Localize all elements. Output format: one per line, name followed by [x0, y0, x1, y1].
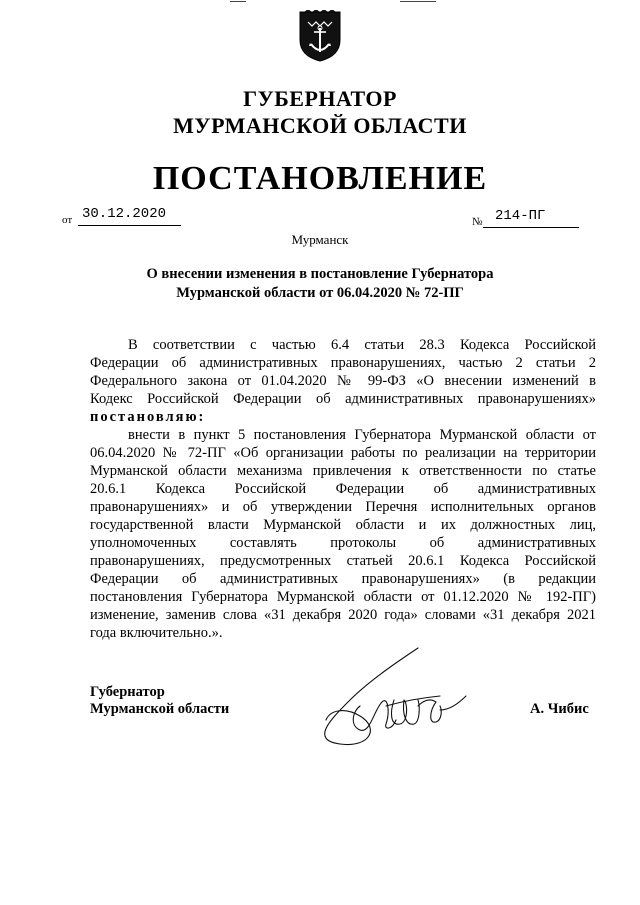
scan-mark: [400, 1, 436, 2]
subject-line2: Мурманской области от 06.04.2020 № 72-ПГ: [176, 285, 464, 301]
main-line: правонарушениях, предусмотренных статьей 20.6.1 Кодекса Российской: [90, 553, 596, 569]
issuer-title-line1: ГУБЕРНАТОР: [243, 86, 397, 111]
subject-line1: О внесении изменения в постановление Губернатора: [146, 266, 494, 282]
preamble-line: Федерального закона от 01.04.2020 № 99-ФЗ «О внесении изменений в: [90, 373, 596, 389]
signatory-title-line1: Губернатор: [90, 684, 165, 700]
number-prefix: №: [472, 216, 483, 228]
decree-word: постановляю:: [90, 409, 206, 425]
main-line: изменение, заменив слова «31 декабря 2020 года» словами «31 декабря 2021: [90, 607, 596, 623]
main-line: правонарушениях» и об утверждении Перечня исполнительных органов: [90, 499, 596, 515]
main-line: 20.6.1 Кодекса Российской Федерации об административных: [90, 481, 596, 497]
preamble-line: Федерации об административных правонарушениях, частью 2 статьи 2: [90, 355, 596, 371]
main-line: Мурманской области механизма привлечения к ответственности по статье: [90, 463, 596, 479]
date-prefix: от: [62, 214, 73, 226]
issuer-title-line2: МУРМАНСКОЙ ОБЛАСТИ: [173, 113, 467, 138]
main-line: внести в пункт 5 постановления Губернатора Мурманской области от: [128, 427, 596, 443]
number-underline: [483, 227, 579, 228]
signatory-name: А. Чибис: [530, 701, 589, 717]
main-line: 06.04.2020 № 72-ПГ «Об организации работы по реализации на территории: [90, 445, 596, 461]
preamble-line: В соответствии с частью 6.4 статьи 28.3 Кодекса Российской: [128, 337, 596, 353]
main-line: государственной власти Мурманской области и их должностных лиц,: [90, 517, 596, 533]
date-underline: [78, 225, 181, 226]
document-date: 30.12.2020: [82, 206, 167, 222]
handwritten-signature: [290, 640, 490, 750]
signatory-title-line2: Мурманской области: [90, 701, 230, 717]
issue-city: Мурманск: [291, 232, 349, 247]
main-line: Федерации об административных правонарушениях» (в редакции: [90, 571, 596, 587]
coat-of-arms-emblem: [298, 10, 342, 62]
main-line: года включительно.».: [90, 625, 223, 641]
document-number: 214-ПГ: [495, 208, 546, 224]
main-line: постановления Губернатора Мурманской области от 01.12.2020 № 192-ПГ): [90, 589, 596, 605]
main-line: уполномоченных составлять протоколы об административных: [90, 535, 596, 551]
scan-mark: [230, 1, 246, 2]
preamble-line: Кодекс Российской Федерации об административных правонарушениях»: [90, 391, 596, 407]
document-type-title: ПОСТАНОВЛЕНИЕ: [152, 160, 488, 197]
